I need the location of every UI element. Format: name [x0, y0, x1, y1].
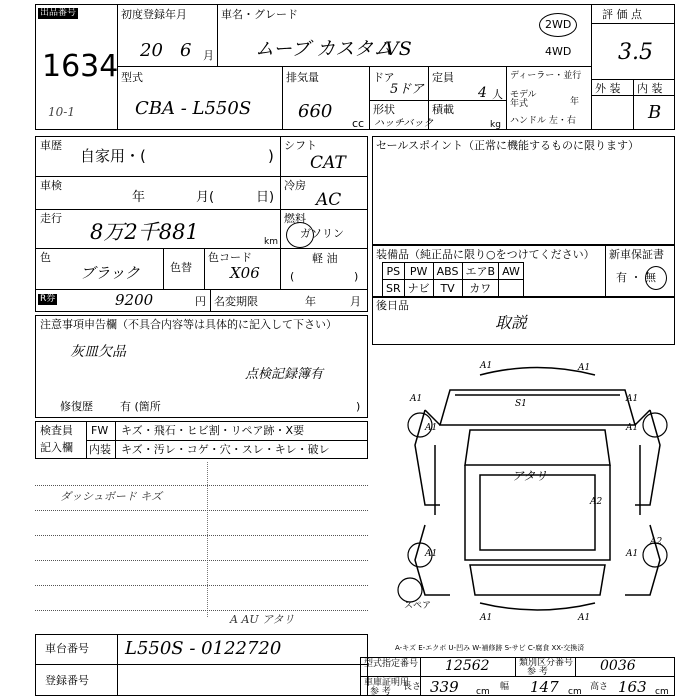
lot-sub: 10-1 [48, 105, 75, 119]
doors-label: ドア [373, 71, 395, 84]
fuel-gasoline: ガソリン [300, 227, 344, 240]
model-value: CBA - L550S [135, 98, 252, 119]
chassis-label: 車台番号 [45, 642, 89, 655]
equipment-table [382, 262, 524, 297]
header-frame [35, 4, 675, 130]
notes-line2: 点検記録簿有 [245, 367, 324, 382]
drive-2wd: 2WD [545, 18, 572, 31]
cert-label: 車庫証明用 [364, 678, 410, 688]
equip-airbag: エアB [462, 263, 499, 280]
equip-aw: AW [499, 263, 524, 280]
equip-pw: PW [404, 263, 433, 280]
mileage-label: 走行 [40, 212, 62, 225]
rating-label: 評 価 点 [602, 8, 642, 21]
aftermarket-value: 取説 [495, 313, 528, 332]
capacity-value: 4 [478, 85, 487, 101]
aircon-value: AC [316, 190, 342, 210]
repair-value: 有 (箇所 [120, 400, 161, 413]
fuel-label: 燃料 [284, 212, 306, 225]
aftermarket-label: 後日品 [376, 299, 409, 312]
new-warranty-options: 有 ・ 無 [616, 271, 656, 284]
car-grade: VS [385, 38, 412, 60]
height-label: 高さ [590, 682, 609, 692]
interior-label: 内 装 [637, 82, 663, 95]
rear-window-outline [470, 565, 605, 595]
fuel-diesel: 軽 油 [312, 252, 338, 265]
lot-number: 1634 [42, 49, 119, 84]
class-value: 0036 [600, 658, 636, 674]
load-label: 積載 [432, 103, 454, 116]
inspector-note1: ダッシュボード キズ [60, 490, 163, 503]
inspector-note2: A AU アタリ [230, 613, 295, 626]
sales-point-frame [372, 136, 675, 245]
height-value: 163 [618, 678, 647, 696]
equip-navi: ナビ [404, 280, 433, 297]
equip-tv: TV [433, 280, 462, 297]
rear-bumper-outline [480, 603, 595, 610]
lot-label: 出品番号 [40, 8, 77, 18]
inspection-label: 車検 [40, 179, 62, 192]
color-code-label: 色コード [208, 251, 252, 264]
spare-tire [398, 578, 422, 602]
right-front-fender [635, 410, 660, 505]
notes-label: 注意事項申告欄（不具合内容等は具体的に記入して下さい） [40, 318, 337, 331]
color-label: 色 [40, 251, 51, 264]
exterior-label: 外 装 [595, 82, 621, 95]
doors-value: 5ドア [390, 82, 424, 97]
mileage-value: 8万2千881 [90, 220, 199, 244]
dealer-label: ディーラー・並行 [510, 71, 582, 81]
legend: A-キズ E-エクボ U-凹み W-補修跡 S-サビ C-腐食 XX-交換済 [395, 644, 585, 652]
interior-check-label: 内装 [89, 443, 111, 456]
color-change-label: 色替 [170, 261, 192, 274]
repair-label: 修復歴 [60, 400, 93, 413]
equip-sr: SR [383, 280, 405, 297]
recycle-value: 9200 [115, 291, 154, 309]
recycle-label: R券 [40, 294, 56, 304]
roof-outline [480, 475, 595, 550]
sales-point-label: セールスポイント（正常に機能するものに限ります） [376, 139, 640, 152]
history-value: 自家用・( [80, 147, 146, 165]
auction-sheet: 出品番号 1634 10-1 初度登録年月 20 6 月 車名・グレード ムーブ カスタム VS 2WD 4WD 評 価 点 3.5 外 装 内 装 B 型式 CBA - L550S 排気量 660 cc ドア 5ドア 定員 4 人 形状 ハッチバック 積載 kg ディーラー・並行 モデル 年式 年 ハンドル 左・右 車歴 自家用・( ) シフト CAT 車検 年 月( 日) 冷房 AC 走行 8万2千881 km 燃料 ガソリン 軽 油 ( ) 色 ブラック 色替 色コード X06 R券 9200 円 名変期限 年 月 注意事項申告欄（不具合内容等は具体的に記入して下さい） 灰皿欠品 点検記録簿有 修復歴 有 (箇所 ) セールスポイント（正常に機能するものに限ります） 装備品（純正品に限り○をつけてください） PS PW ABS エアB AW SR ナビ TV カワ 新車保証書 有 ・ 無 後日品 取説 検査員 記入欄 FW キズ・飛石・ヒビ割・リペア跡・X要 内装 キズ・汚レ・コゲ・穴・スレ・キレ・破レ ダッシュボード キズ A AU アタリ A1 A1 A1 A1 S1 A1 A1 A2 A1 A2 A1 A1 A1 アタリ スペア 車台番号 L550S - 0122720 登録番号 A-キズ E-エクボ U-凹み W-補修跡 S-サビ C-腐食 XX-交換済 型式指定番号 12562 類別区分番号 参 考 0036 車庫証明用 参 考 長さ 339 cm 幅 147 cm 高さ 163 cm [0, 0, 700, 700]
color-value: ブラック [80, 264, 140, 282]
windshield-outline [465, 430, 610, 465]
notes-line1: 灰皿欠品 [70, 344, 126, 360]
new-warranty-label: 新車保証書 [609, 248, 664, 261]
body-type-value: ハッチバック [374, 118, 434, 129]
displacement-label: 排気量 [286, 71, 319, 84]
interior-check-text: キズ・汚レ・コゲ・穴・スレ・キレ・破レ [121, 443, 330, 456]
width-label: 幅 [500, 682, 510, 692]
drive-4wd: 4WD [545, 45, 572, 58]
aircon-label: 冷房 [284, 179, 306, 192]
inspector-label2: 記入欄 [40, 441, 73, 454]
length-value: 339 [430, 678, 459, 696]
car-name: ムーブ カスタム [255, 38, 393, 60]
reg-number-label: 登録番号 [45, 674, 89, 687]
length-label: 長さ [403, 682, 422, 692]
warranty-circle [645, 266, 667, 290]
model-year-label: モデル 年式 [510, 90, 537, 109]
spare-label: スペア [404, 601, 432, 611]
type-cert-value: 12562 [445, 658, 490, 674]
name-change-label: 名変期限 [214, 295, 258, 308]
width-value: 147 [530, 678, 559, 696]
car-name-label: 車名・グレード [221, 8, 298, 21]
rating-score: 3.5 [618, 40, 653, 65]
drive-circle [539, 13, 577, 37]
shift-value: CAT [310, 153, 346, 173]
class-label: 類別区分番号 [519, 658, 574, 668]
shift-label: シフト [284, 139, 317, 152]
fw-text: キズ・飛石・ヒビ割・リペア跡・X要 [121, 424, 305, 437]
type-cert-label: 型式指定番号 [364, 659, 419, 669]
first-reg-month: 6 [180, 40, 192, 61]
capacity-label: 定員 [432, 71, 454, 84]
fw-label: FW [91, 424, 109, 437]
first-reg-year: 20 [140, 40, 163, 61]
interior-grade: B [648, 102, 662, 123]
equip-leather: カワ [462, 280, 499, 297]
diagram-center-note: アタリ [512, 469, 548, 483]
equip-ps: PS [383, 263, 405, 280]
right-rear-fender [625, 525, 660, 595]
displacement-value: 660 [298, 101, 333, 122]
handle-label: ハンドル 左・右 [510, 116, 576, 126]
model-label: 型式 [121, 71, 143, 84]
inspector-label1: 検査員 [40, 424, 73, 437]
equip-blank [499, 280, 524, 297]
first-reg-label: 初度登録年月 [121, 8, 187, 21]
equipment-label: 装備品（純正品に限り○をつけてください） [376, 248, 595, 261]
history-label: 車歴 [40, 139, 62, 152]
chassis-value: L550S - 0122720 [125, 638, 282, 659]
color-code: X06 [230, 264, 260, 282]
body-type-label: 形状 [373, 103, 395, 116]
equip-abs: ABS [433, 263, 462, 280]
